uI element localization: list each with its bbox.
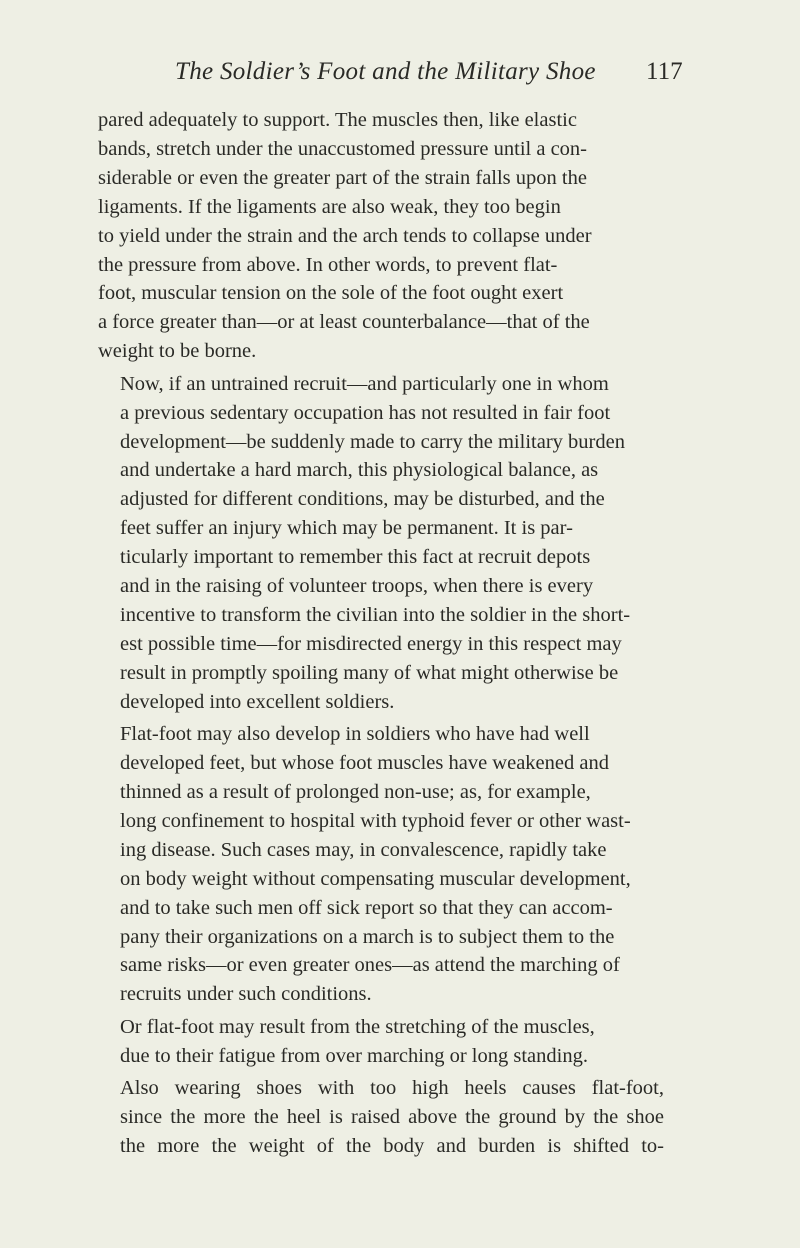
text-line: ligaments. If the ligaments are also weak, they too begin: [98, 195, 561, 218]
body-text: [98, 106, 664, 1165]
text-line: pared adequately to support. The muscles then, like elastic: [98, 109, 577, 131]
text-line: due to their fatigue from over marching or long standing.: [120, 1044, 588, 1067]
text-line: recruits under such conditions.: [120, 983, 372, 1006]
text-line: on body weight without compensating muscular development,: [120, 867, 631, 890]
paragraph: [98, 1013, 664, 1071]
text-line: thinned as a result of prolonged non-use; as, for example,: [120, 781, 591, 804]
text-line: bands, stretch under the unaccustomed pressure until a con-: [98, 137, 587, 160]
text-line: ticularly important to remember this fact at recruit depots: [120, 546, 591, 569]
text-line: same risks—or even greater ones—as attend the marching of: [120, 954, 620, 977]
text-line: long confinement to hospital with typhoid fever or other wast-: [120, 809, 631, 832]
paragraph: [98, 370, 664, 717]
text-line: development—be suddenly made to carry the military burden: [120, 430, 625, 453]
text-line: since the more the heel is raised above the ground by the shoe: [120, 1106, 664, 1129]
text-line: to yield under the strain and the arch tends to collapse under: [98, 224, 592, 247]
text-line: Flat-foot may also develop in soldiers who have had well: [120, 723, 590, 746]
text-line: and undertake a hard march, this physiological balance, as: [120, 459, 599, 482]
text-line: feet suffer an injury which may be permanent. It is par-: [120, 517, 573, 540]
running-header: [0, 58, 800, 98]
text-line: a force greater than—or at least counterbalance—that of the: [98, 311, 590, 334]
running-title: The Soldier’s Foot and the Military Shoe: [175, 58, 596, 85]
text-line: foot, muscular tension on the sole of the foot ought exert: [98, 282, 564, 305]
text-line: and to take such men off sick report so that they can accom-: [120, 896, 613, 919]
text-line: the pressure from above. In other words, to prevent flat-: [98, 253, 558, 276]
text-line: incentive to transform the civilian into the soldier in the short-: [120, 604, 631, 626]
page-number: 117: [646, 58, 683, 85]
text-line: weight to be borne.: [98, 340, 257, 363]
text-line: siderable or even the greater part of the strain falls upon the: [98, 166, 587, 189]
text-line: and in the raising of volunteer troops, when there is every: [120, 575, 594, 598]
paragraph: [98, 720, 664, 1009]
text-line: pany their organizations on a march is to subject them to the: [120, 925, 615, 948]
text-line: developed into excellent soldiers.: [120, 690, 395, 713]
text-line: Now, if an untrained recruit—and particularly one in whom: [120, 372, 609, 395]
text-line: developed feet, but whose foot muscles have weakened and: [120, 752, 609, 775]
text-line: Or flat-foot may result from the stretching of the muscles,: [120, 1015, 595, 1038]
text-line: est possible time—for misdirected energy in this respect may: [120, 632, 622, 655]
text-line: a previous sedentary occupation has not resulted in fair foot: [120, 401, 611, 424]
text-line: ing disease. Such cases may, in convalescence, rapidly take: [120, 838, 607, 861]
text-line: result in promptly spoiling many of what might otherwise be: [120, 661, 619, 684]
paragraph: [98, 1074, 664, 1161]
text-line: Also wearing shoes with too high heels causes flat-foot,: [120, 1077, 664, 1100]
text-line: the more the weight of the body and burden is shifted to-: [120, 1135, 664, 1158]
paragraph: [98, 106, 664, 366]
text-line: adjusted for different conditions, may be disturbed, and the: [120, 488, 605, 511]
